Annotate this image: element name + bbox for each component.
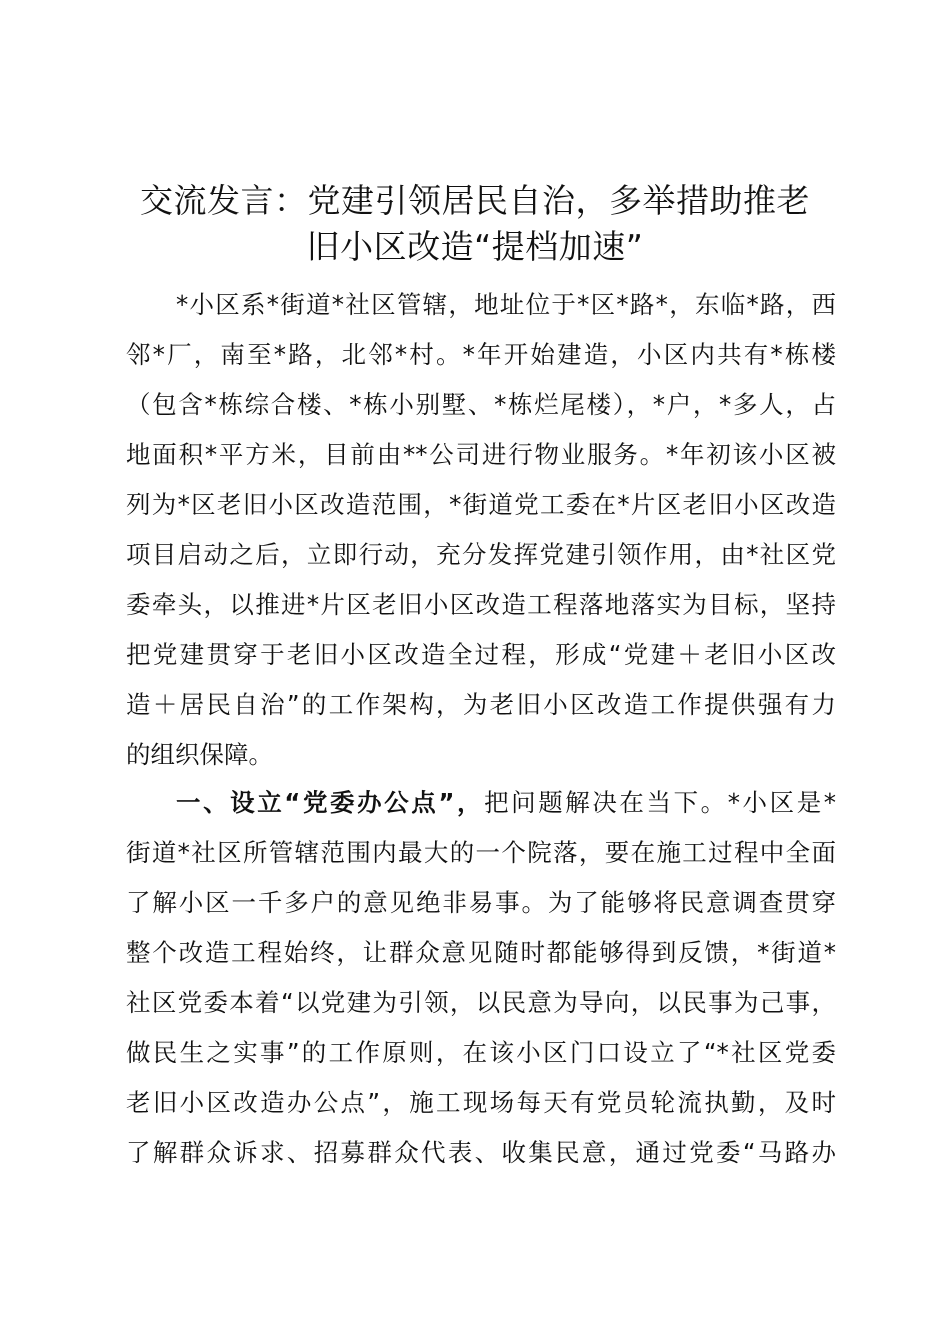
paragraph-line: 列为*区老旧小区改造范围，*街道党工委在*片区老旧小区改造 <box>126 490 836 519</box>
paragraph-intro <box>126 280 836 780</box>
paragraph-line: 街道*社区所管辖范围内最大的一个院落，要在施工过程中全面 <box>126 838 836 867</box>
paragraph-line: 地面积*平方米，目前由**公司进行物业服务。*年初该小区被 <box>126 440 836 469</box>
paragraph-line: （包含*栋综合楼、*栋小别墅、*栋烂尾楼），*户，*多人，占 <box>126 390 836 419</box>
paragraph-line: 项目启动之后，立即行动，充分发挥党建引领作用，由*社区党 <box>126 540 836 569</box>
paragraph-line: 整个改造工程始终，让群众意见随时都能够得到反馈，*街道* <box>126 938 836 967</box>
paragraph-line: 邻*厂，南至*路，北邻*村。*年开始建造，小区内共有*栋楼 <box>126 340 836 369</box>
document-title <box>100 178 850 270</box>
paragraph-line <box>126 778 836 828</box>
paragraph-line: 把党建贯穿于老旧小区改造全过程，形成“党建＋老旧小区改 <box>126 640 836 669</box>
title-line-2: 旧小区改造“提档加速” <box>306 227 644 266</box>
paragraph-section-1 <box>126 778 836 1178</box>
paragraph-line-text: 把问题解决在当下。*小区是* <box>484 788 837 817</box>
paragraph-line: 造＋居民自治”的工作架构，为老旧小区改造工作提供强有力 <box>126 690 836 719</box>
paragraph-line: 了解小区一千多户的意见绝非易事。为了能够将民意调查贯穿 <box>126 888 836 917</box>
paragraph-line: 社区党委本着“以党建为引领，以民意为导向，以民事为己事， <box>126 988 836 1017</box>
paragraph-line: 老旧小区改造办公点”，施工现场每天有党员轮流执勤，及时 <box>126 1088 836 1117</box>
section-heading: 一、设立“党委办公点”， <box>176 788 485 817</box>
paragraph-line: 做民生之实事”的工作原则，在该小区门口设立了“*社区党委 <box>126 1038 836 1067</box>
paragraph-line: 了解群众诉求、招募群众代表、收集民意，通过党委“马路办 <box>126 1138 836 1167</box>
paragraph-line: *小区系*街道*社区管辖，地址位于*区*路*，东临*路，西 <box>176 290 836 319</box>
paragraph-line: 的组织保障。 <box>126 740 273 769</box>
paragraph-line: 委牵头，以推进*片区老旧小区改造工程落地落实为目标，坚持 <box>126 590 836 619</box>
title-line-1: 交流发言：党建引领居民自治，多举措助推老 <box>140 181 810 220</box>
